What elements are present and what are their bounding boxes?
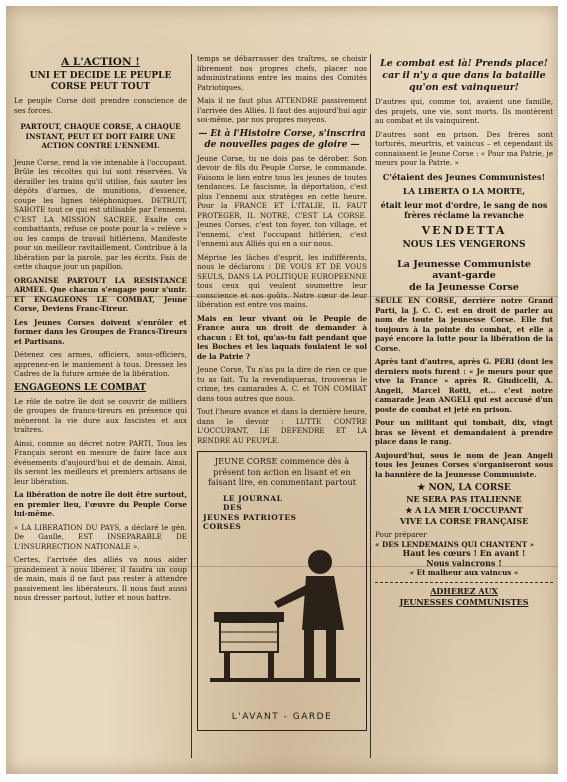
- paragraph: Méprise les lâches d'esprit, les indifférents, nous le déclarons : DE VOUS ET DE VOUS SEULS, DANS LA POLITIQUE EUROPEENNE tous ceux qui veulent soumettre leur conscience et nos goûts. Notre cœur de leur libération est entre vos mains.: [197, 252, 367, 309]
- newspaper-page: [6, 6, 558, 774]
- paragraph: Tout l'heure avance et dans la dernière heure, dans le devoir : LUTTE CONTRE L'OCCUPANT, LE DEFENDRE ET LA RENDRE AU PEUPLE.: [197, 407, 367, 445]
- article-title: A L'ACTION !: [61, 56, 140, 68]
- paragraph: Nous vaincrons !: [426, 557, 502, 568]
- paragraph: D'autres sont en prison. Des frères sont torturés, meurtris, et vaincus – et cependant ils connaissent le Jeune Corse : « Pour ma Patrie, je meurs pour la Patrie. »: [375, 129, 553, 167]
- column-right: [375, 58, 553, 611]
- slogan: ★ A LA MER L'OCCUPANT: [405, 505, 523, 515]
- column-rule: [370, 54, 371, 758]
- vendetta-heading: VENDETTA: [421, 223, 507, 237]
- paragraph: Pour préparer: [375, 530, 427, 539]
- paragraph: Jeune Corse, tu ne dois pas te dérober. Son devoir de fils du Peuple Corse, le commande. Faisons le lien entre tous les jeunes de toutes tendances. Le fascisme, la déportation, c'est plus l'ennemi aux stratèges en cette heure. Pour la FRANCE ET L'ITALIE, IL FAUT PROTEGER, IL NOTRE, C'EST LA CORSE. Jeunes Corses, c'est ton foyer, ton village, et l'ennemi, c'est l'occupant hitlérien, c'est l'ennemi aux Alliés qui en a sur nous.: [197, 153, 367, 248]
- paragraph: SEULE EN CORSE, derrière notre Grand Parti, la J. C. C. est en droit de parler au nom de toute la jeunesse Corse. Elle fut toujours à la pointe du combat, et elle a payé encore la lutte pour la libération de la Corse.: [375, 296, 553, 353]
- paragraph: « Et malheur aux vaincus »: [409, 568, 519, 577]
- section-heading: de la Jeunesse Corse: [409, 281, 519, 293]
- footer-call: ADHEREZ AUX: [430, 585, 498, 596]
- column-middle: [197, 54, 367, 731]
- paragraph: Pour un militant qui tombait, dix, vingt bras se lèvent et demandaient à prendre place dans le rang.: [375, 418, 553, 446]
- vengeons-heading: NOUS LES VENGERONS: [402, 239, 526, 250]
- printing-press-illustration: [204, 540, 362, 690]
- article-subtitle: UNI ET DECIDE LE PEUPLE CORSE PEUT TOUT: [29, 71, 172, 92]
- paragraph: Mais en leur vivant où le Peuple de France aura un droit de demander à chacun : Et toi, qu'as-tu fait pendant que les Boches et les laquais foulaient le sol de la Patrie ?: [197, 313, 367, 361]
- section-heading: — Et à l'Histoire Corse, s'inscrira de nouvelles pages de gloire —: [198, 128, 366, 150]
- section-heading: La Jeunesse Communiste: [397, 258, 531, 270]
- column-left: [14, 56, 187, 607]
- footer-call: JEUNESSES COMMUNISTES: [399, 596, 529, 607]
- promo-box: [197, 451, 367, 731]
- paragraph: Ainsi, comme au décret notre PARTI, Tous les Français seront en mesure de faire face aux événements d'aujourd'hui et de demain. Ainsi, ils seront les meilleurs et premiers artisans de leur libération.: [14, 438, 187, 486]
- section-heading: avant-garde: [432, 270, 496, 281]
- paragraph: était leur mot d'ordre, le sang de nos frères réclame la revanche: [380, 199, 548, 220]
- paragraph: Mais il ne faut plus ATTENDRE passivement l'arrivée des Alliés. Il faut des aujourd'hui agir soi-même, par nos propres moyens.: [197, 96, 367, 124]
- paragraph: Jeune Corse, rend la vie intenable à l'occupant. Brûle les récoltes qui lui sont réservées. Va dérailler les trains qu'il utilise, fais sauter les dépôts d'armes, de munitions, d'essence, coupe les lignes téléphoniques. DETRUIT, SABOTE tout ce qui est utilisable par l'ennemi. C'EST LA MISSION SACREE. Exalte ces combattants, refuse ce poste pour la « relève » ou les camps de travail hitlériens. Manifeste pour un meilleur ravitaillement. Contribue à la libération par la parole, par les écrits. Fais de cette chaque jour un papillon.: [14, 157, 187, 272]
- poster-title-line: LE JOURNAL: [223, 493, 283, 503]
- slogan: VIVE LA CORSE FRANÇAISE: [399, 516, 529, 526]
- highlight-line: C'étaient des Jeunes Communistes!: [382, 171, 546, 182]
- paragraph: Le rôle de notre île doit se couvrir de milliers de groupes de francs-tireurs en présence qui mèneront la vie dure aux fascistes et aux traîtres.: [14, 396, 187, 435]
- paragraph: La libération de notre île doit être surtout, en premier lieu, l'œuvre du Peuple Corse lui-même.: [14, 490, 187, 519]
- promo-lead: JEUNE CORSE commence dès à présent ton action en lisant et en faisant lire, en commentant partout: [207, 456, 357, 487]
- paragraph: Les Jeunes Corses doivent s'enrôler et former dans les Groupes de Francs-Tireurs et Partisans.: [14, 317, 187, 346]
- divider: [375, 582, 553, 583]
- journal-name: L'AVANT - GARDE: [231, 712, 333, 722]
- paragraph: Aujourd'hui, sous le nom de Jean Angeli tous les Jeunes Corses s'organiseront sous la bannière de la Jeunesse Communiste.: [375, 450, 553, 479]
- motto: LA LIBERTA O LA MORTE,: [402, 185, 526, 196]
- paragraph: « LA LIBERATION DU PAYS, a déclaré le gén. De Gaulle, EST INSEPARABLE DE L'INSURRECTION NATIONALE ».: [14, 522, 187, 551]
- paragraph: D'autres qui, comme toi, avaient une famille, des projets, une vie, sont morts. Ils montèrent au combat et ils vainquirent.: [375, 97, 553, 125]
- paragraph: Après tant d'autres, après G. PERI (dont les derniers mots furent : « Je meurs pour que vive la France » après R. Giudicelli, A. Angeli, Marcel Rotti, et... c'est notre camarade Jean ANGELI qui est accusé d'un poste de combat et jeté en prison.: [375, 357, 553, 414]
- paragraph: Certes, l'arrivée des alliés va nous aider grandement à nous libérer, il faudra un coup de main, mais il ne faut pas rester à attendre passivement les libérateurs. Il nous faut aussi nous dresser partout, lutter et nous battre.: [14, 555, 187, 603]
- poster-title-line: DES: [223, 503, 243, 512]
- paragraph-emphasis: PARTOUT, CHAQUE CORSE, A CHAQUE INSTANT, PEUT ET DOIT FAIRE UNE ACTION CONTRE L'ENNEMI.: [20, 122, 181, 151]
- paragraph: « DES LENDEMAINS QUI CHANTENT »: [375, 539, 535, 549]
- paragraph: Le peuple Corse doit prendre conscience de ses forces.: [14, 96, 187, 115]
- column-rule: [191, 54, 192, 758]
- paragraph: temps se débarrasser des traîtres, se choisir librement nos propres chefs, placer nos administrations entre les mains des Comités Patriotiques.: [197, 54, 367, 92]
- poster-title-line: JEUNES PATRIOTES: [203, 512, 297, 522]
- poster-title-line: CORSES: [203, 522, 242, 531]
- column-title: Le combat est là! Prends place! car il n'y a que dans la bataille qu'on est vainqueur!: [380, 58, 548, 93]
- paragraph: Haut les cœurs ! En avant !: [402, 548, 526, 558]
- slogan: ★ NON, LA CORSE: [417, 483, 511, 493]
- slogan: NE SERA PAS ITALIENNE: [406, 494, 522, 504]
- paragraph: Jeune Corse, Tu n'as pu la dire de rien ce que tu as fait. Tu la revendiqueras, trouveras le crime, tes camarades A. C. et TON COMBAT dans tous autres que nous.: [197, 365, 367, 403]
- section-heading: ENGAGEONS LE COMBAT: [14, 382, 147, 393]
- paragraph: Détenez ces armes, officiers, sous-officiers, apprenez-en le maniement à tous. Dressez les Cadres de la future armée de la libération.: [14, 350, 187, 379]
- paragraph: ORGANISE PARTOUT LA RESISTANCE ARMEE. Que chacun s'engage pour s'unir. ET ENGAGEONS LE COMBAT, Jeune Corse, Deviens Franc-Tireur.: [14, 275, 187, 314]
